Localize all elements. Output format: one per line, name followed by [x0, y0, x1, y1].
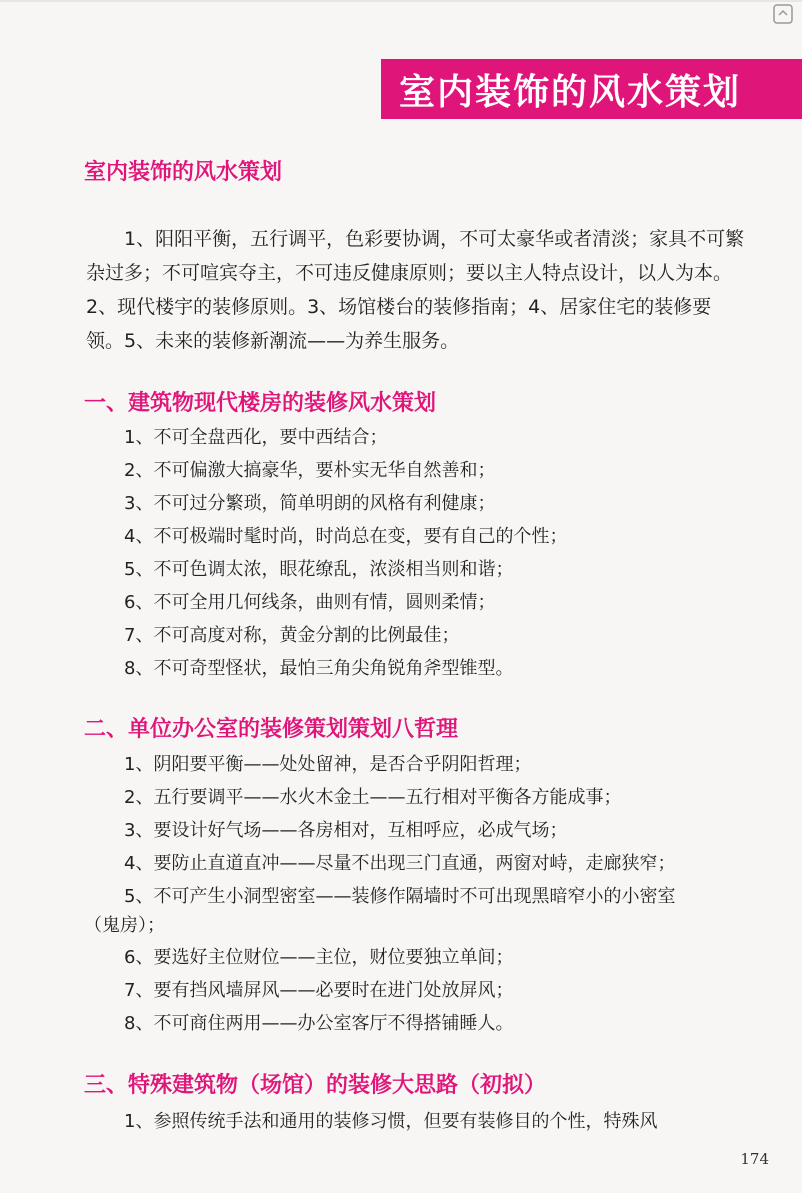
- top-divider: [0, 0, 802, 2]
- section3-item: 1、参照传统手法和通用的装修习惯，但要有装修目的个性，特殊风: [124, 1111, 658, 1132]
- section1-item: 1、不可全盘西化，要中西结合；: [124, 427, 388, 448]
- section2-item: 4、要防止直道直冲——尽量不出现三门直通，两窗对峙，走廊狭窄；: [124, 853, 676, 874]
- page-number: 174: [740, 1150, 769, 1168]
- section2-item: 2、五行要调平——水火木金土——五行相对平衡各方能成事；: [124, 787, 622, 808]
- share-icon[interactable]: [772, 3, 794, 25]
- section1-item: 3、不可过分繁琐，简单明朗的风格有利健康；: [124, 493, 496, 514]
- section3-heading: 三、特殊建筑物（场馆）的装修大思路（初拟）: [84, 1073, 547, 1098]
- section2-item: 7、要有挡风墙屏风——必要时在进门处放屏风；: [124, 980, 514, 1001]
- section2-heading: 二、单位办公室的装修策划策划八哲理: [84, 717, 459, 742]
- section2-item: （鬼房）；: [84, 915, 165, 936]
- section1-item: 6、不可全用几何线条，曲则有情，圆则柔情；: [124, 592, 496, 613]
- section1-heading: 一、建筑物现代楼房的装修风水策划: [84, 391, 437, 416]
- section2-item: 5、不可产生小洞型密室——装修作隔墙时不可出现黑暗窄小的小密室: [124, 886, 676, 907]
- banner-title: 室内装饰的风水策划: [399, 70, 742, 113]
- section2-item: 1、阴阳要平衡——处处留神，是否合乎阴阳哲理；: [124, 754, 532, 775]
- intro-heading: 室内装饰的风水策划: [84, 160, 283, 185]
- intro-paragraph: 1、阳阳平衡，五行调平，色彩要协调，不可太豪华或者清淡；家具不可繁杂过多；不可喧宾夺主，不可违反健康原则；要以主人特点设计，以人为本。2、现代楼宇的装修原则。3、场馆楼台的装修指南；4、居家住宅的装修要领。5、未来的装修新潮流——为养生服务。: [86, 228, 745, 352]
- section1-item: 4、不可极端时髦时尚，时尚总在变，要有自己的个性；: [124, 526, 568, 547]
- section1-item: 5、不可色调太浓，眼花缭乱，浓淡相当则和谐；: [124, 559, 514, 580]
- section2-item: 3、要设计好气场——各房相对，互相呼应，必成气场；: [124, 820, 568, 841]
- section1-item: 7、不可高度对称，黄金分割的比例最佳；: [124, 625, 460, 646]
- section1-item: 8、不可奇型怪状，最怕三角尖角锐角斧型锥型。: [124, 658, 514, 679]
- section2-item: 8、不可商住两用——办公室客厅不得搭铺睡人。: [124, 1013, 514, 1034]
- section1-item: 2、不可偏激大搞豪华，要朴实无华自然善和；: [124, 460, 496, 481]
- section2-item: 6、要选好主位财位——主位，财位要独立单间；: [124, 947, 514, 968]
- title-banner: [381, 59, 802, 119]
